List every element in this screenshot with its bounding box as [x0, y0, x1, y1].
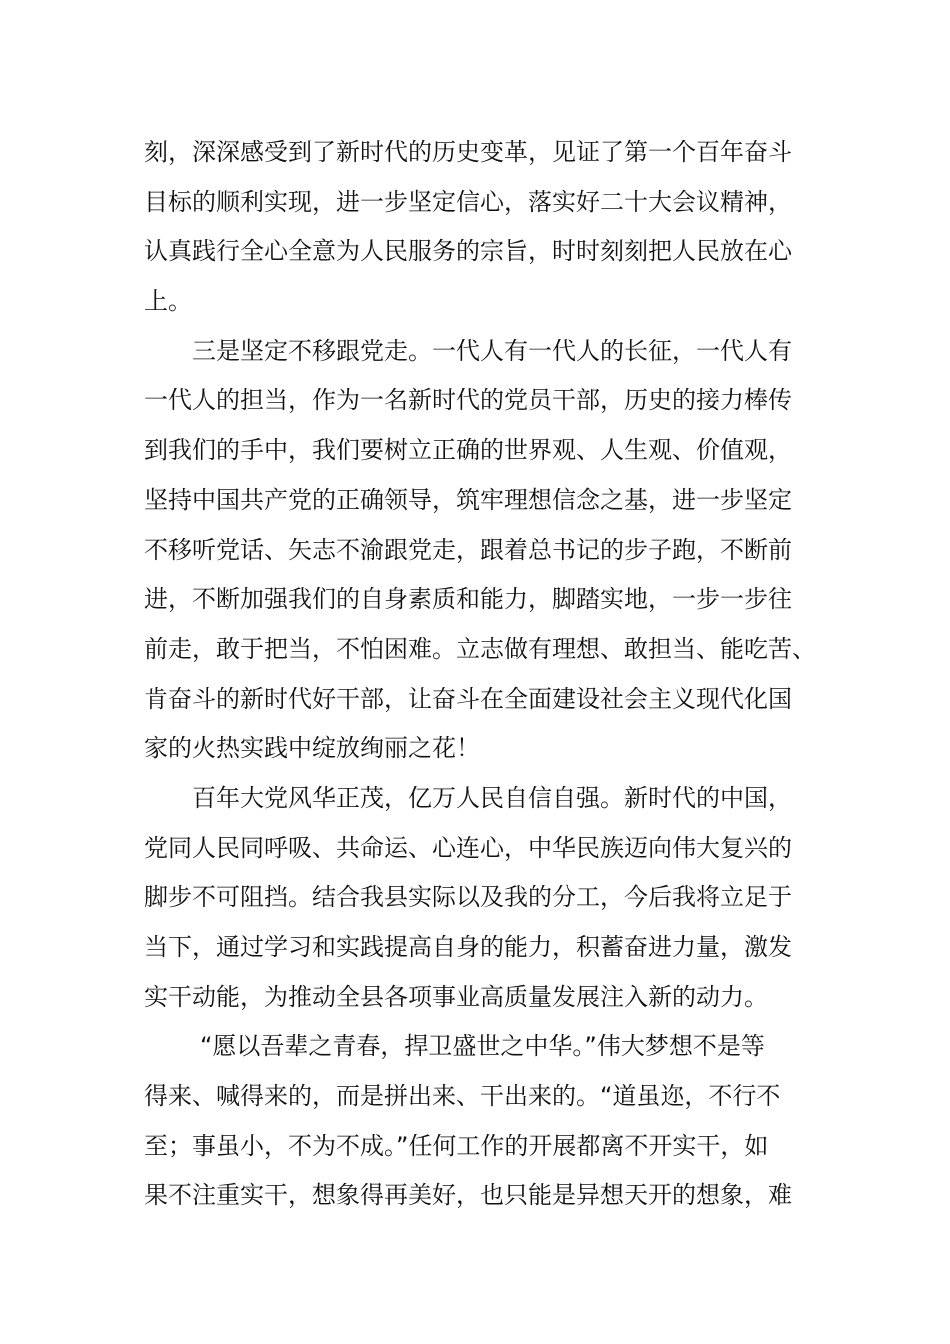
- paragraph-start-line: 百年大党风华正茂，亿万人民自信自强。新时代的中国，: [192, 783, 792, 812]
- paragraph-start-line: 三是坚定不移跟党走。一代人有一代人的长征，一代人有: [192, 336, 792, 365]
- text-line: 果不注重实干，想象得再美好，也只能是异想天开的想象，难: [144, 1181, 792, 1210]
- document-body: [144, 128, 824, 1221]
- text-line: 党同人民同呼吸、共命运、心连心，中华民族迈向伟大复兴的: [144, 833, 792, 862]
- text-line: 刻，深深感受到了新时代的历史变革，见证了第一个百年奋斗: [144, 138, 792, 166]
- text-line: 肯奋斗的新时代好干部，让奋斗在全面建设社会主义现代化国: [144, 684, 792, 713]
- text-line: 得来、喊得来的，而是拼出来、干出来的。“道虽迩，不行不: [144, 1082, 781, 1111]
- text-line: 认真践行全心全意为人民服务的宗旨，时时刻刻把人民放在心: [144, 237, 792, 266]
- text-line: 上。: [144, 287, 192, 316]
- text-line: 一代人的担当，作为一名新时代的党员干部，历史的接力棒传: [144, 386, 792, 415]
- text-line: 至；事虽小，不为不成。”任何工作的开展都离不开实干，如: [144, 1131, 769, 1160]
- text-line: 到我们的手中，我们要树立正确的世界观、人生观、价值观，: [144, 436, 792, 465]
- text-line: 目标的顺利实现，进一步坚定信心，落实好二十大会议精神，: [144, 187, 792, 216]
- text-line: 当下，通过学习和实践提高自身的能力，积蓄奋进力量，激发: [144, 933, 792, 961]
- text-line: 进，不断加强我们的自身素质和能力，脚踏实地，一步一步往: [144, 585, 792, 614]
- text-line: 前走，敢于把当，不怕困难。立志做有理想、敢担当、能吃苦、: [144, 634, 816, 663]
- paragraph-start-line: “愿以吾辈之青春，捍卫盛世之中华。”伟大梦想不是等: [200, 1032, 765, 1061]
- text-line: 脚步不可阻挡。结合我县实际以及我的分工，今后我将立足于: [144, 883, 792, 912]
- text-line: 坚持中国共产党的正确领导，筑牢理想信念之基，进一步坚定: [144, 485, 792, 514]
- text-line: 不移听党话、矢志不渝跟党走，跟着总书记的步子跑，不断前: [144, 535, 792, 564]
- text-line: 家的火热实践中绽放绚丽之花！: [144, 734, 480, 763]
- text-line: 实干动能，为推动全县各项事业高质量发展注入新的动力。: [144, 982, 768, 1011]
